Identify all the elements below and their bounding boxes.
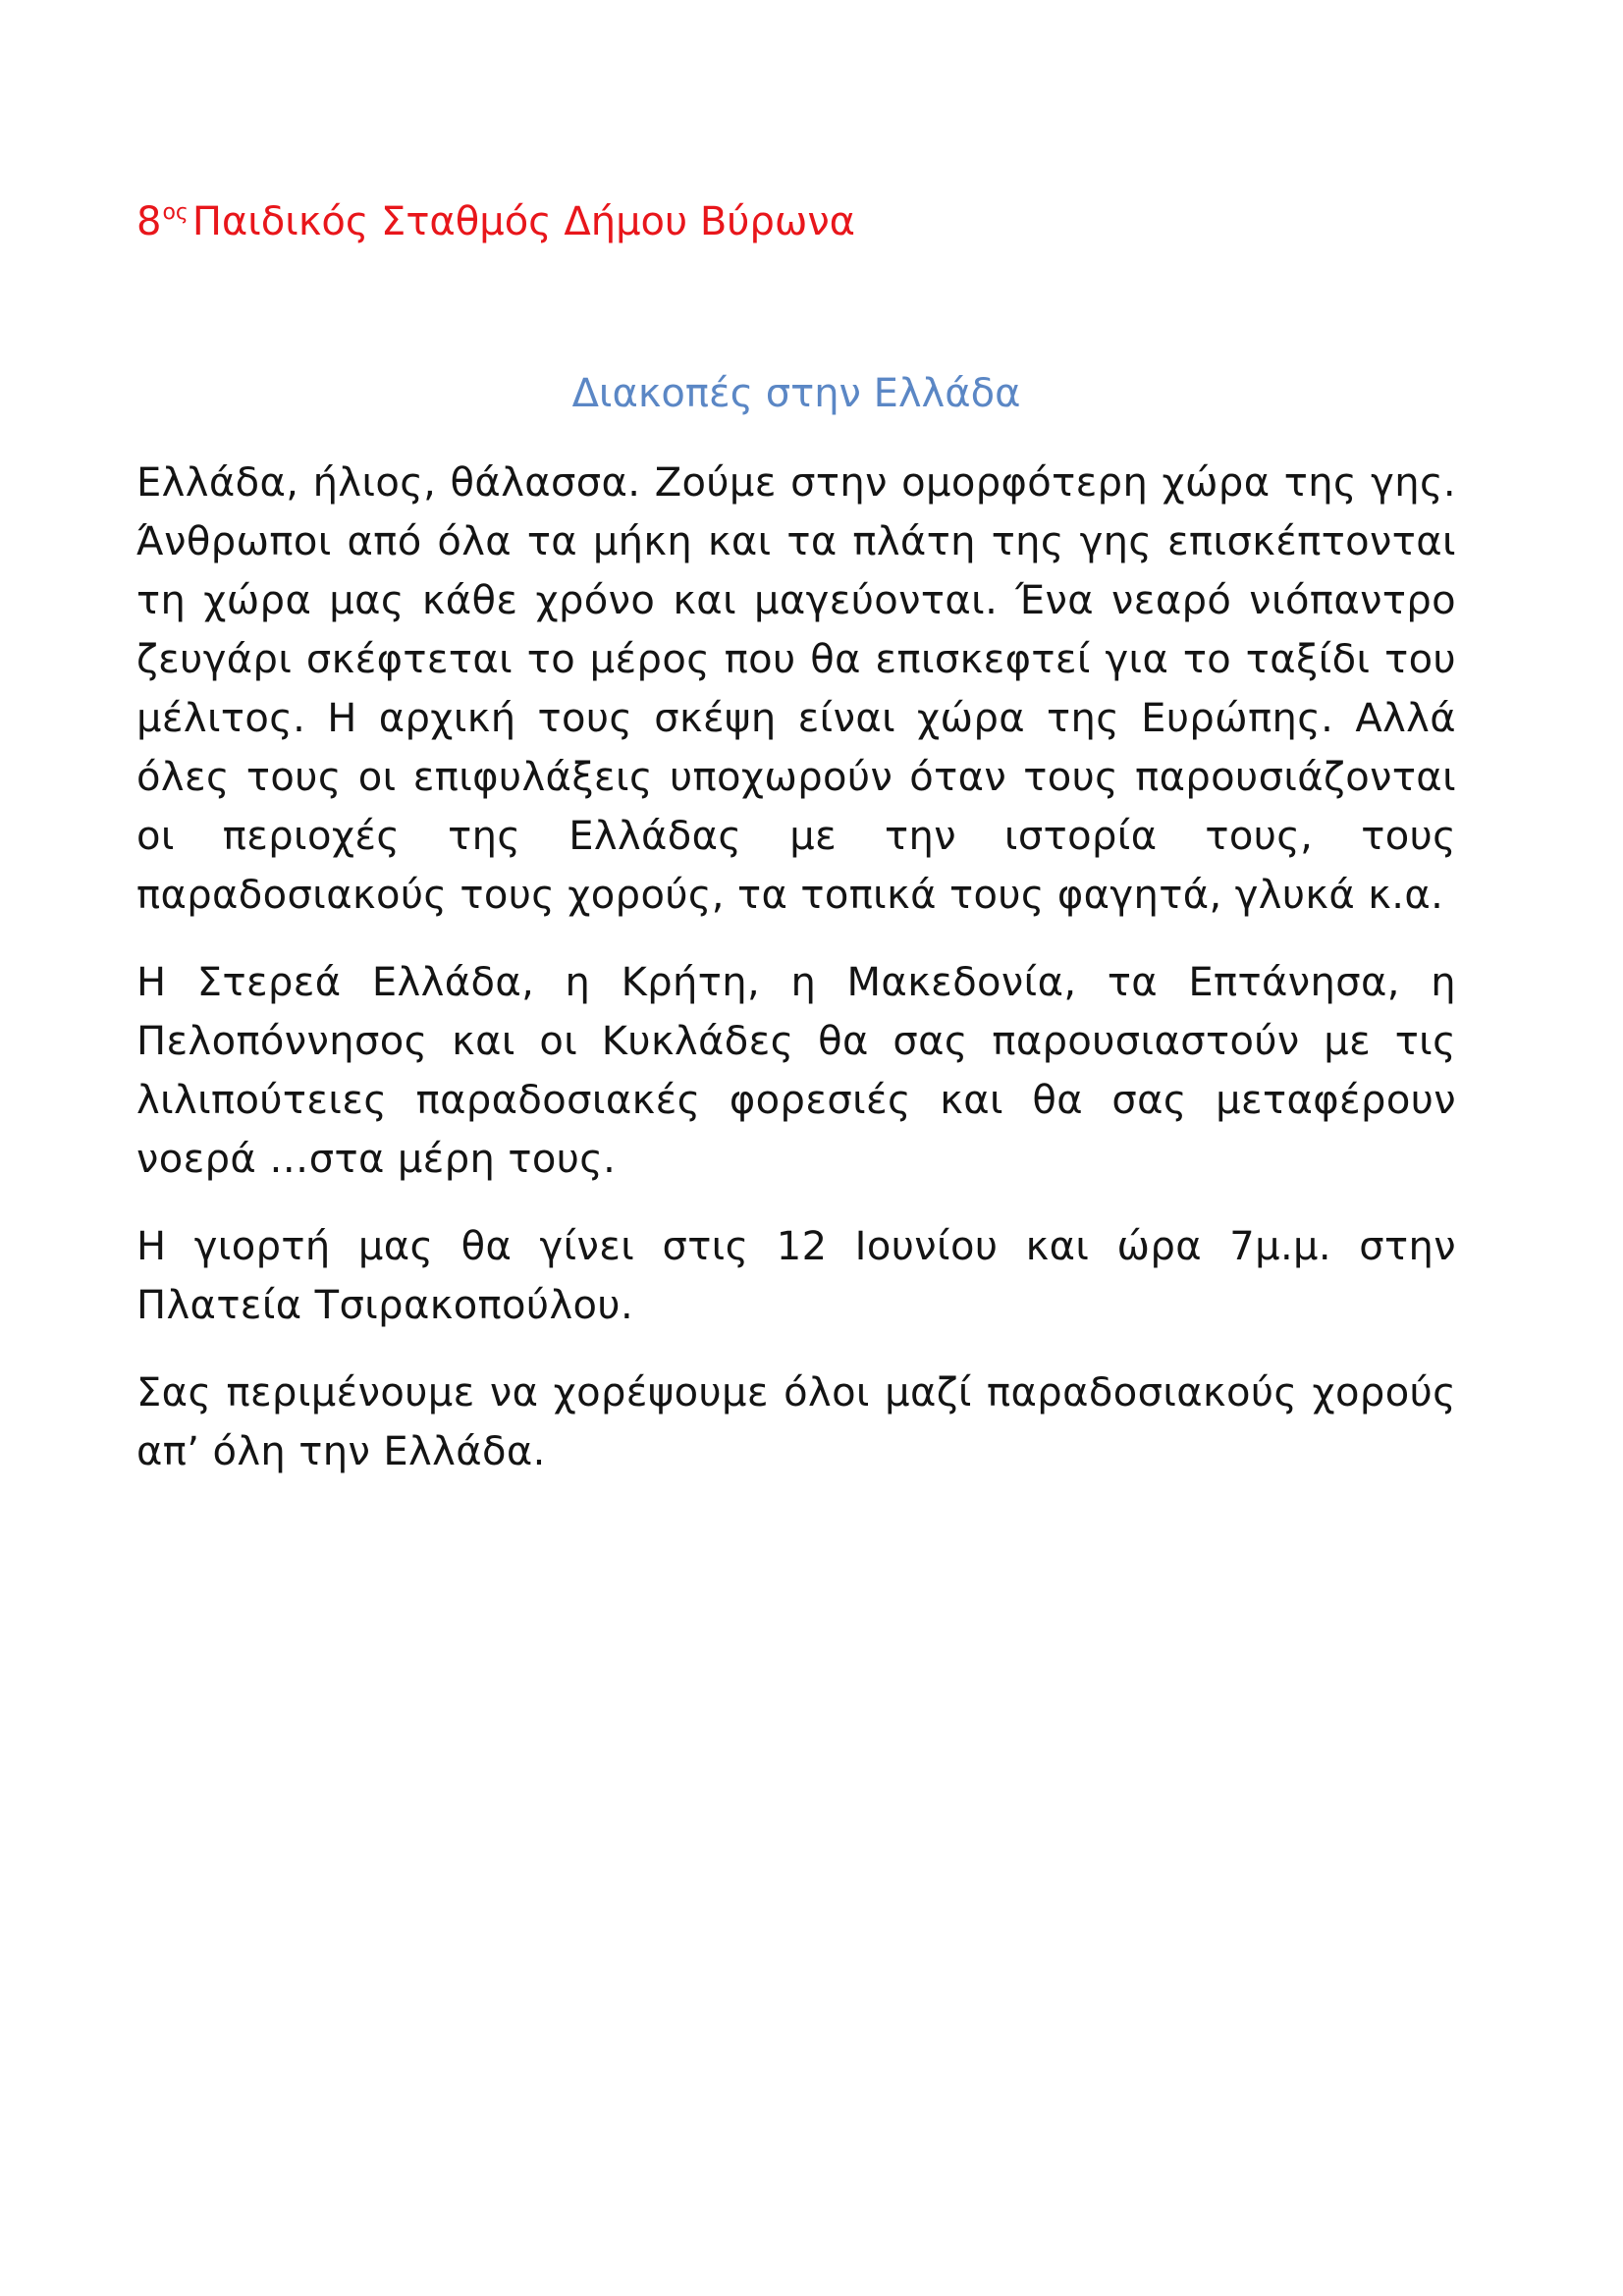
paragraph-regions: Η Στερεά Ελλάδα, η Κρήτη, η Μακεδονία, τα Επτάνησα, η Πελοπόννησος και οι Κυκλάδες θα σας παρουσιαστούν με τις λιλιπούτειες παραδοσιακές φορεσιές και θα σας μεταφέρουν νοερά …στα μέρη τους. <box>136 960 1456 1182</box>
paragraph-event-date: Η γιορτή μας θα γίνει στις 12 Ιουνίου και ώρα 7μ.μ. στην Πλατεία Τσιρακοπούλου. <box>136 1224 1456 1328</box>
school-number: 8 <box>136 199 162 244</box>
school-name-heading <box>136 192 855 251</box>
ordinal-suffix: ος <box>162 200 189 225</box>
paragraph-intro: Ελλάδα, ήλιος, θάλασσα. Ζούμε στην ομορφότερη χώρα της γης. Άνθρωποι από όλα τα μήκη και τα πλάτη της γης επισκέπτονται τη χώρα μας κάθε χρόνο και μαγεύονται. Ένα νεαρό νιόπαντρο ζευγάρι σκέφτεται το μέρος που θα επισκεφτεί για το ταξίδι του μέλιτος. Η αρχική τους σκέψη είναι χώρα της Ευρώπης. Αλλά όλες τους οι επιφυλάξεις υποχωρούν όταν τους παρουσιάζονται οι περιοχές της Ελλάδας με την ιστορία τους, τους παραδοσιακούς τους χορούς, τα τοπικά τους φαγητά, γλυκά κ.α. <box>136 460 1456 918</box>
document-title: Διακοπές στην Ελλάδα <box>571 371 1021 416</box>
paragraph-invitation: Σας περιμένουμε να χορέψουμε όλοι μαζί παραδοσιακούς χορούς απ’ όλη την Ελλάδα. <box>136 1370 1456 1474</box>
document-body <box>136 454 1456 1510</box>
school-name: Παιδικός Σταθμός Δήμου Βύρωνα <box>191 199 856 244</box>
